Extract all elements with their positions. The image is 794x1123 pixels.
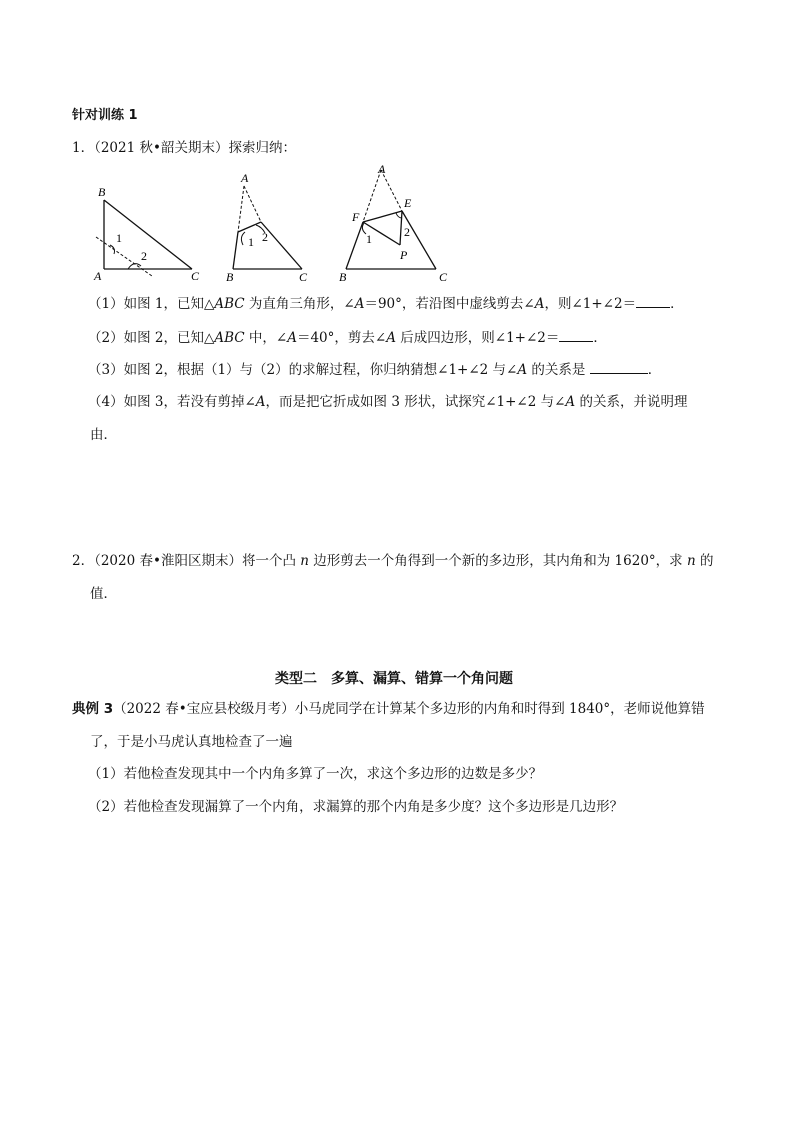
angle-a: A — [517, 362, 528, 378]
vertex-c-label: C — [299, 270, 308, 281]
text-segment: （2）如图 2，已知△ — [88, 330, 215, 346]
angle-a: A — [386, 330, 396, 346]
text-segment: 的关系，并说明理 — [575, 394, 688, 410]
text-segment: ，而是把它折成如图 3 形状，试探究∠1+∠2 与∠ — [265, 394, 566, 410]
triangle-abc: ABC — [214, 330, 245, 346]
dashed-right — [244, 186, 261, 222]
answer-blank[interactable] — [590, 361, 648, 374]
angle-1-arc — [241, 232, 245, 245]
variable-n: n — [686, 553, 696, 569]
text-segment: ． — [670, 296, 684, 312]
example-3-continuation: 了，于是小马虎认真地检查了一遍 — [90, 734, 293, 750]
angle-a: A — [534, 296, 545, 312]
angle-1-label: 1 — [248, 235, 254, 249]
question-source: （2021 秋•韶关期末） — [94, 140, 229, 156]
side-left — [233, 232, 238, 269]
question-1-part-4 — [88, 390, 687, 410]
angle-2-label: 2 — [262, 230, 268, 244]
example-3 — [72, 697, 705, 717]
text-segment: （3）如图 2，根据（1）与（2）的求解过程，你归纳猜想∠1+∠2 与∠ — [88, 362, 518, 378]
text-segment: ，则∠1+∠2＝ — [544, 296, 637, 312]
angle-2-label: 2 — [141, 249, 147, 263]
angle-2-label: 2 — [404, 225, 410, 239]
text-segment: 将一个凸 — [241, 553, 301, 569]
question-1-header — [72, 136, 296, 156]
text-segment: 的 — [695, 553, 714, 569]
triangle-abc: ABC — [214, 296, 245, 312]
dashed-right — [381, 170, 402, 211]
text-segment: ． — [593, 330, 607, 346]
side-left — [346, 222, 363, 269]
fold-line — [363, 211, 402, 222]
vertex-p-label: P — [400, 248, 408, 262]
vertex-f-label: F — [352, 210, 360, 224]
vertex-a-label: A — [378, 162, 386, 176]
question-stem: 探索归纳： — [228, 140, 296, 156]
text-segment: ． — [647, 362, 662, 378]
text-segment: 为直角三角形，∠ — [244, 296, 355, 312]
text-segment: 的关系是 — [527, 362, 590, 378]
vertex-a-label: A — [94, 269, 102, 280]
angle-1-label: 1 — [366, 232, 372, 246]
example-source: （2022 春•宝应县校级月考） — [113, 701, 295, 717]
section-title: 类型二 多算、漏算、错算一个角问题 — [275, 671, 513, 687]
question-number: 1． — [72, 140, 95, 156]
example-label: 典例 3 — [72, 701, 114, 717]
vertex-c-label: C — [191, 269, 200, 280]
figure-3 — [330, 160, 460, 282]
vertex-c-label: C — [439, 270, 448, 282]
text-segment: （4）如图 3，若没有剪掉∠ — [88, 394, 256, 410]
question-1-part-2 — [88, 326, 607, 346]
answer-blank[interactable] — [636, 295, 670, 308]
cut-edge — [238, 222, 261, 232]
question-1-part-3 — [88, 358, 661, 378]
angle-1-label: 1 — [116, 231, 122, 245]
question-2 — [72, 549, 713, 569]
question-2-continuation: 值． — [90, 586, 117, 602]
example-3-part-1: （1）若他检查发现其中一个内角多算了一次，求这个多边形的边数是多少？ — [88, 766, 543, 782]
figure-1 — [88, 180, 208, 280]
text-segment: 中，∠ — [244, 330, 288, 346]
vertex-b-label: B — [98, 185, 106, 199]
text-segment: ＝90°，若沿图中虚线剪去∠ — [364, 296, 535, 312]
vertex-b-label: B — [339, 270, 347, 282]
angle-a: A — [255, 394, 266, 410]
answer-blank[interactable] — [559, 329, 593, 342]
variable-n: n — [300, 553, 309, 569]
folded-ep — [400, 211, 402, 245]
angle-1-arc — [110, 245, 115, 254]
angle-a: A — [565, 394, 576, 410]
text-segment: （1）如图 1，已知△ — [88, 296, 215, 312]
training-title: 针对训练 1 — [72, 108, 138, 123]
question-number: 2． — [72, 553, 95, 569]
text-segment: 小马虎同学在计算某个多边形的内角和时得到 1840°，老师说他算错 — [294, 701, 705, 717]
figure-2 — [222, 165, 322, 281]
vertex-e-label: E — [404, 196, 412, 210]
text-segment: 后成四边形，则∠1+∠2＝ — [395, 330, 560, 346]
vertex-a-label: A — [241, 171, 249, 185]
question-1-part-1 — [88, 292, 684, 312]
dashed-left — [363, 170, 381, 222]
angle-a: A — [354, 296, 365, 312]
dashed-left — [238, 186, 244, 232]
text-segment: 边形剪去一个角得到一个新的多边形，其内角和为 1620°，求 — [308, 553, 687, 569]
question-1-part-4-continuation: 由． — [90, 427, 117, 443]
text-segment: ＝40°，剪去∠ — [296, 330, 387, 346]
vertex-b-label: B — [226, 270, 234, 281]
angle-a: A — [287, 330, 297, 346]
example-3-part-2: （2）若他检查发现漏算了一个内角，求漏算的那个内角是多少度？这个多边形是几边形？ — [88, 799, 624, 815]
question-source: （2020 春•淮阳区期末） — [94, 553, 242, 569]
